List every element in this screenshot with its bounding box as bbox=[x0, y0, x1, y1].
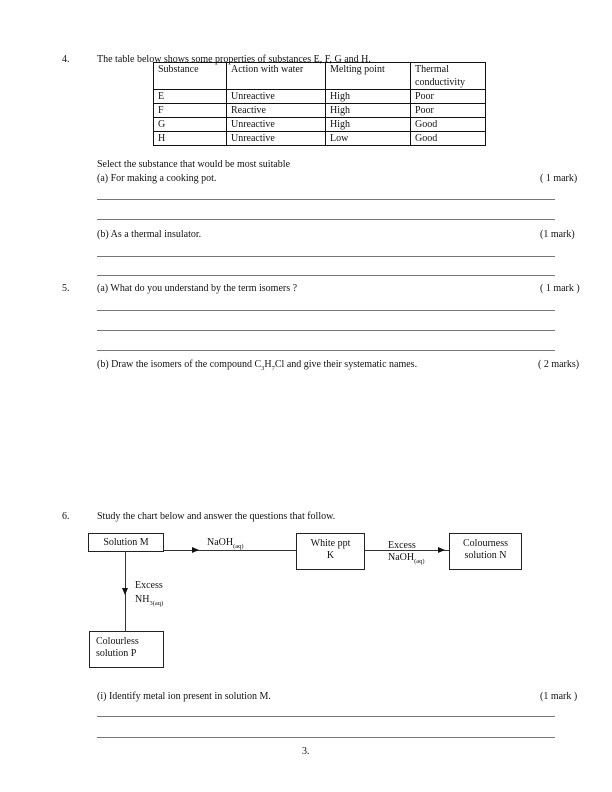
arrow-down-icon bbox=[122, 588, 128, 595]
cell: Poor bbox=[411, 90, 486, 104]
cell: H bbox=[154, 132, 227, 146]
text: Excess bbox=[135, 580, 163, 591]
cell: Good bbox=[411, 132, 486, 146]
cell: High bbox=[326, 118, 411, 132]
table-header-row bbox=[154, 63, 486, 90]
text: Cl and give their systematic names. bbox=[274, 359, 418, 370]
connector-line bbox=[164, 550, 296, 551]
cell: High bbox=[326, 104, 411, 118]
cell: Low bbox=[326, 132, 411, 146]
subscript: 3(aq) bbox=[149, 600, 164, 607]
text: Excess bbox=[388, 540, 416, 551]
answer-line[interactable] bbox=[97, 716, 555, 717]
text: NH bbox=[135, 594, 150, 605]
text: solution P bbox=[96, 648, 137, 659]
text: H bbox=[264, 359, 272, 370]
cell: High bbox=[326, 90, 411, 104]
reagent-label bbox=[388, 540, 425, 568]
answer-line[interactable] bbox=[97, 275, 555, 276]
cell: F bbox=[154, 104, 227, 118]
box-colourness-solution-n bbox=[449, 533, 522, 570]
header-cell: Thermal conductivity bbox=[411, 63, 486, 90]
text: K bbox=[326, 550, 335, 561]
question-part-b bbox=[97, 359, 417, 372]
header-cell: Melting point bbox=[326, 63, 411, 90]
question-part-i: (i) Identify metal ion present in solution M. bbox=[97, 691, 271, 702]
properties-table bbox=[153, 62, 486, 146]
box-white-ppt-k bbox=[296, 533, 365, 570]
box-solution-m: Solution M bbox=[88, 533, 164, 552]
cell: Unreactive bbox=[227, 90, 326, 104]
marks-label: ( 1 mark ) bbox=[540, 283, 580, 294]
text: solution N bbox=[464, 550, 507, 561]
arrow-right-icon bbox=[438, 547, 445, 553]
subscript: (aq) bbox=[233, 543, 244, 550]
question-number: 6. bbox=[62, 511, 70, 522]
subscript: (aq) bbox=[414, 558, 425, 565]
answer-line[interactable] bbox=[97, 350, 555, 351]
table-row bbox=[154, 132, 486, 146]
page-number: 3. bbox=[302, 746, 310, 757]
reagent-label bbox=[207, 537, 244, 550]
table-row bbox=[154, 90, 486, 104]
subscript: 7 bbox=[271, 365, 275, 372]
marks-label: ( 2 marks) bbox=[538, 359, 580, 370]
marks-label: (1 mark) bbox=[540, 229, 575, 240]
arrow-right-icon bbox=[192, 547, 199, 553]
answer-line[interactable] bbox=[97, 219, 555, 220]
question-part-a: (a) For making a cooking pot. bbox=[97, 173, 217, 184]
answer-line[interactable] bbox=[97, 199, 555, 200]
prompt-text: Select the substance that would be most suitable bbox=[97, 159, 291, 170]
box-colourless-solution-p bbox=[89, 631, 164, 668]
question-part-a: (a) What do you understand by the term isomers ? bbox=[97, 283, 298, 294]
header-cell: Action with water bbox=[227, 63, 326, 90]
header-cell: Substance bbox=[154, 63, 227, 90]
cell: Reactive bbox=[227, 104, 326, 118]
answer-line[interactable] bbox=[97, 310, 555, 311]
question-number: 5. bbox=[62, 283, 70, 294]
question-intro: Study the chart below and answer the questions that follow. bbox=[97, 511, 336, 522]
cell: Unreactive bbox=[227, 118, 326, 132]
text: NaOH bbox=[207, 537, 234, 548]
text: Colourness bbox=[463, 538, 508, 549]
subscript: 3 bbox=[261, 365, 265, 372]
reagent-label bbox=[135, 579, 163, 611]
text: NaOH bbox=[388, 552, 415, 563]
cell: Poor bbox=[411, 104, 486, 118]
text: Colourless bbox=[96, 636, 139, 647]
question-number: 4. bbox=[62, 54, 70, 65]
question-part-b: (b) As a thermal insulator. bbox=[97, 229, 202, 240]
text: (b) Draw the isomers of the compound C bbox=[97, 359, 262, 370]
marks-label: (1 mark ) bbox=[540, 691, 578, 702]
cell: G bbox=[154, 118, 227, 132]
text: White ppt bbox=[310, 538, 351, 549]
answer-line[interactable] bbox=[97, 330, 555, 331]
cell: E bbox=[154, 90, 227, 104]
table-row bbox=[154, 104, 486, 118]
cell: Good bbox=[411, 118, 486, 132]
question-intro: The table below shows some properties of substances E, F, G and H. bbox=[97, 54, 371, 65]
answer-line[interactable] bbox=[97, 737, 555, 738]
table-row bbox=[154, 118, 486, 132]
cell: Unreactive bbox=[227, 132, 326, 146]
answer-line[interactable] bbox=[97, 256, 555, 257]
marks-label: ( 1 mark) bbox=[540, 173, 578, 184]
